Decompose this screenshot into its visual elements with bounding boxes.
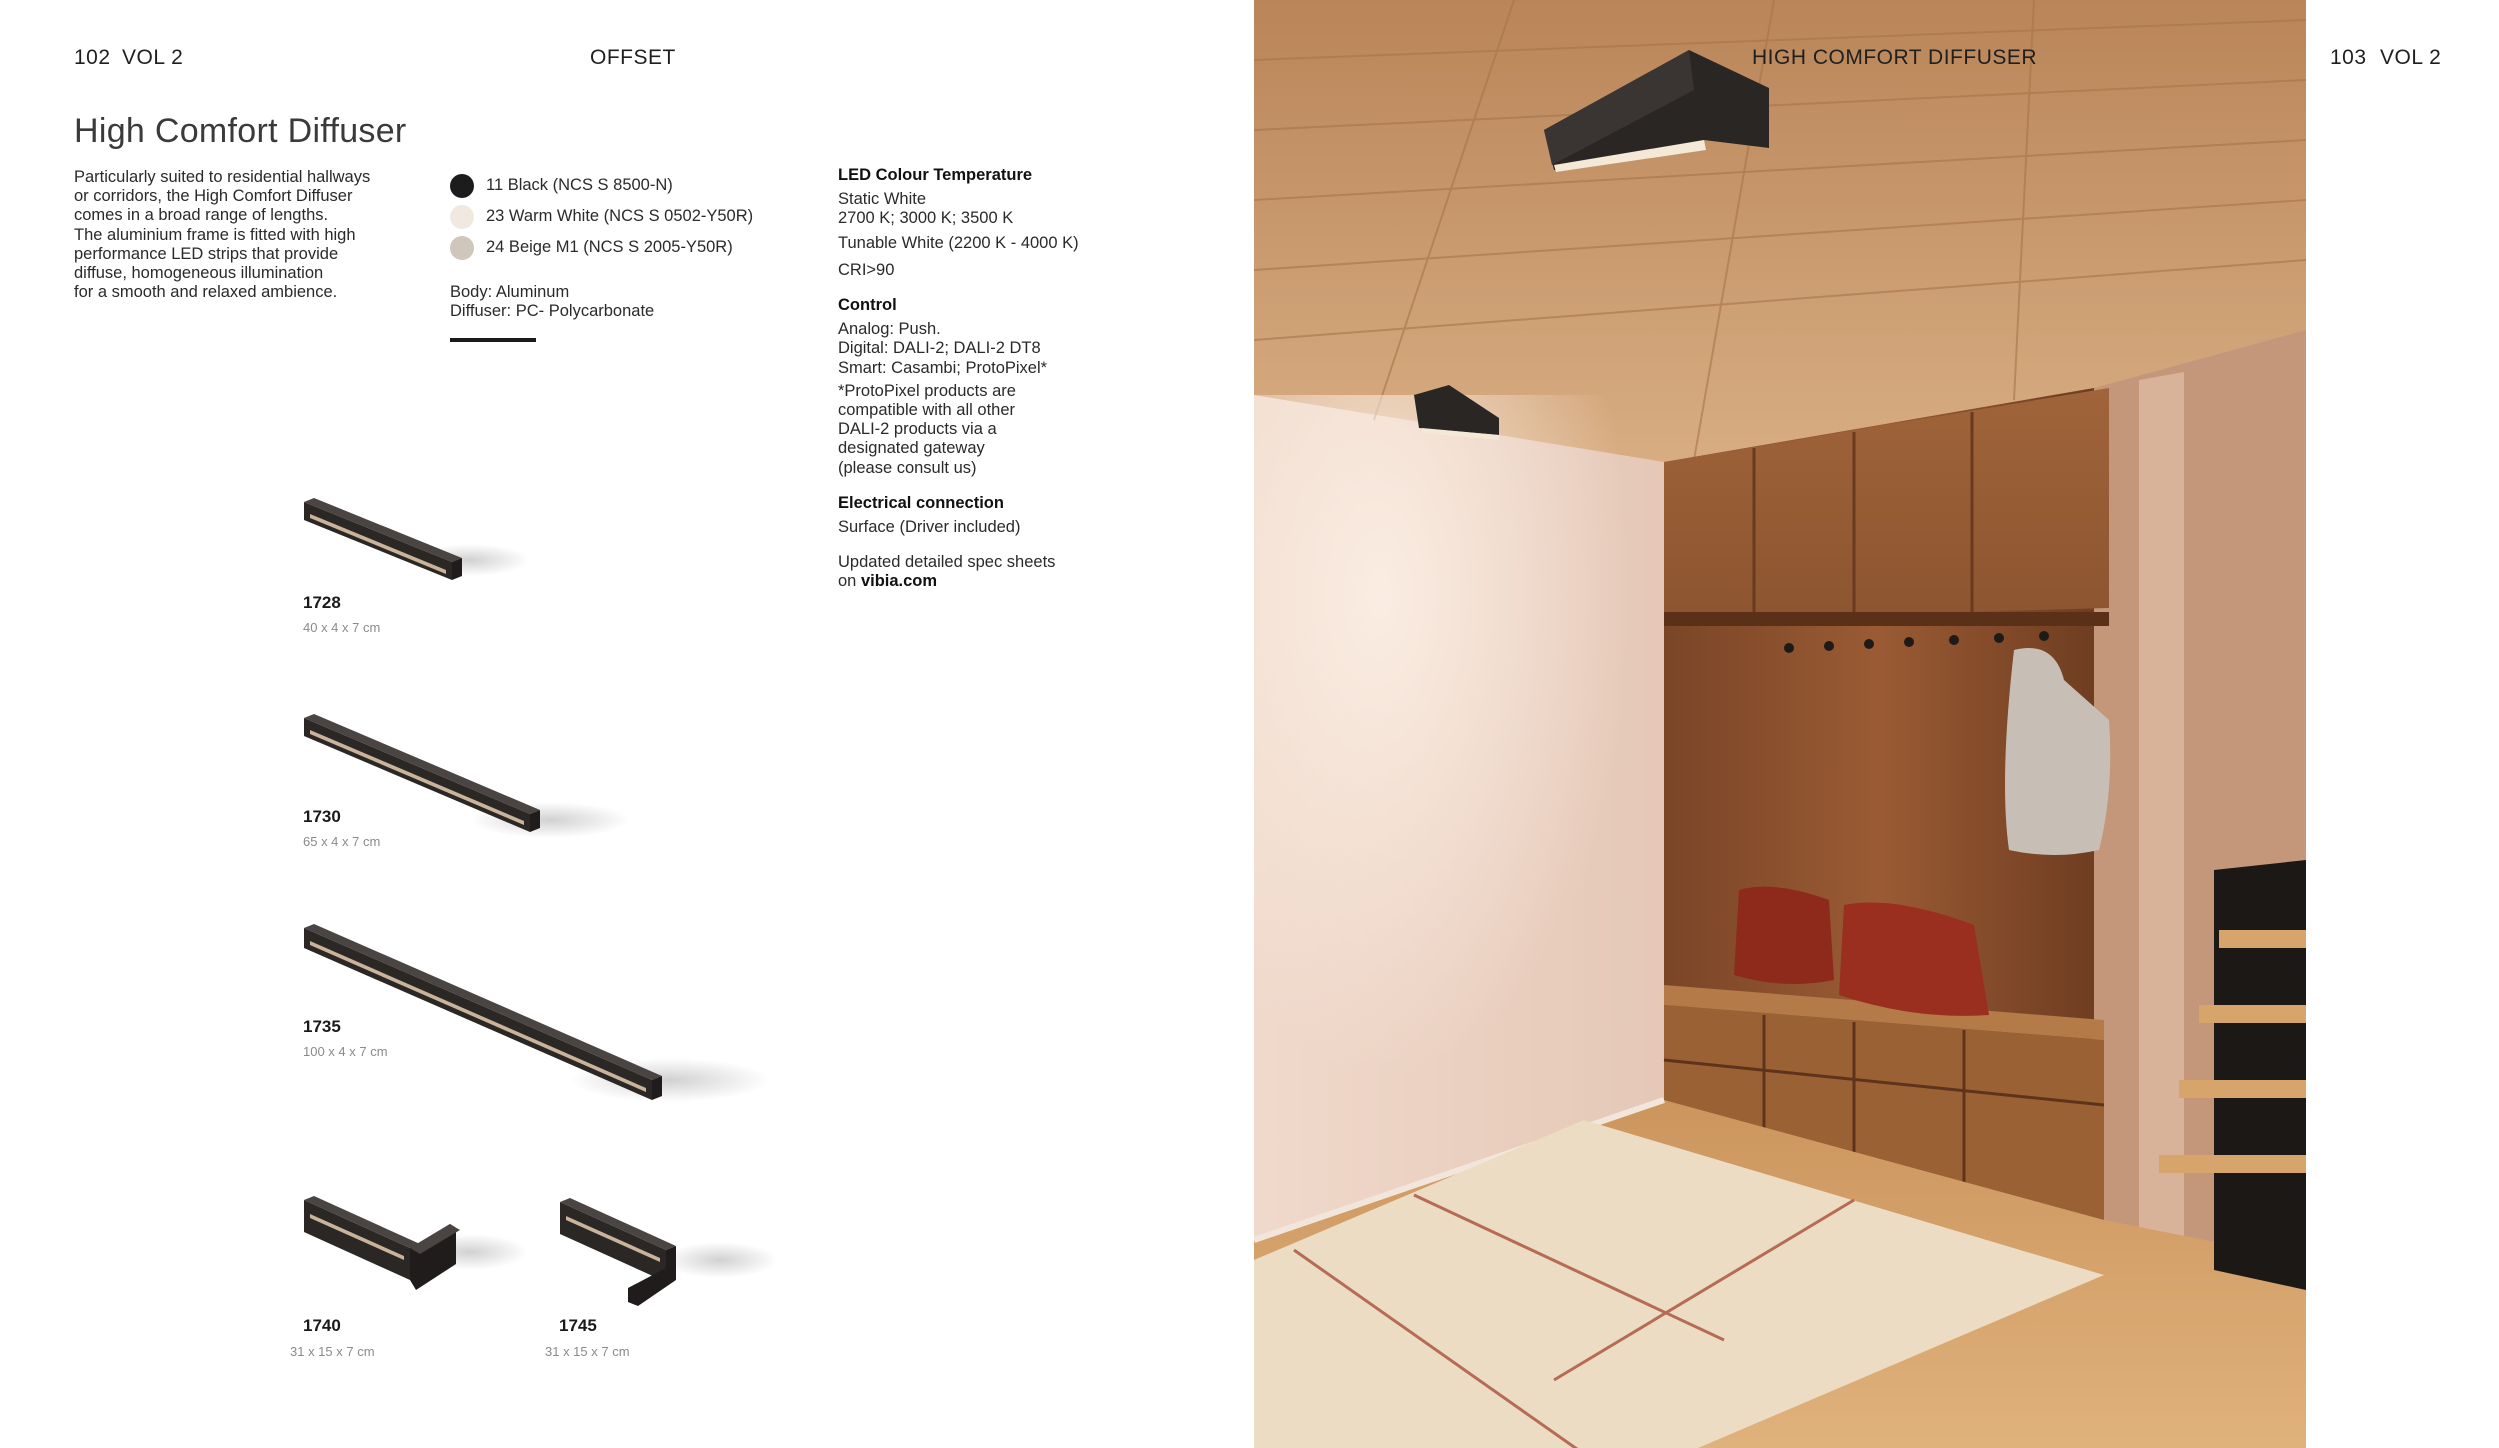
product-dims-1745: 31 x 15 x 7 cm [545, 1344, 630, 1359]
product-illustrations [240, 480, 1000, 1340]
divider-rule [450, 338, 536, 342]
spec-line: Digital: DALI-2; DALI-2 DT8 [838, 339, 1041, 358]
intro-line: Particularly suited to residential hallways [74, 168, 371, 186]
spec-heading-electrical: Electrical connection [838, 493, 1004, 512]
spec-note-line: designated gateway [838, 439, 985, 458]
intro-line: comes in a broad range of lengths. [74, 206, 329, 225]
finish-list [450, 170, 810, 263]
spec-link-prefix: on [838, 572, 861, 591]
spec-note-line: (please consult us) [838, 458, 977, 477]
spec-led [838, 166, 1138, 280]
material-diffuser: Diffuser: PC- Polycarbonate [450, 302, 655, 321]
cushion-left [1734, 887, 1834, 984]
product-1745-image [560, 1198, 778, 1306]
vibia-link[interactable]: vibia.com [860, 572, 938, 591]
finish-item-warm-white [450, 201, 810, 232]
spec-line-tunable: Tunable White (2200 K - 4000 K) [838, 233, 1079, 252]
right-page-title: HIGH COMFORT DIFFUSER [1752, 46, 2038, 69]
intro-line: for a smooth and relaxed ambience. [74, 283, 338, 302]
product-code-1735: 1735 [303, 1017, 341, 1036]
materials [450, 283, 654, 321]
spec-control [838, 296, 1138, 478]
swatch-beige-icon [450, 236, 474, 260]
product-code-1740: 1740 [303, 1316, 341, 1335]
product-1728-image [304, 498, 530, 580]
product-code-1745: 1745 [559, 1316, 597, 1335]
spec-line: Surface (Driver included) [838, 518, 1021, 537]
intro-line: or corridors, the High Comfort Diffuser [74, 187, 353, 206]
spec-line-cri: CRI>90 [838, 260, 895, 279]
spec-note-line: *ProtoPixel products are [838, 381, 1016, 400]
product-dims-1730: 65 x 4 x 7 cm [303, 834, 381, 849]
swatch-warm-white-icon [450, 205, 474, 229]
material-body: Body: Aluminum [450, 283, 570, 301]
spec-note-line: compatible with all other [838, 401, 1016, 420]
product-code-1730: 1730 [303, 807, 341, 826]
right-volume: VOL 2 [2380, 46, 2442, 69]
page-title: High Comfort Diffuser [74, 112, 407, 150]
spec-note-line: DALI-2 products via a [838, 420, 997, 439]
product-dims-1735: 100 x 4 x 7 cm [303, 1044, 388, 1059]
spec-line: Analog: Push. [838, 320, 941, 339]
finish-label: 11 Black (NCS S 8500-N) [486, 176, 673, 194]
product-1735-image [304, 924, 770, 1102]
collection-name: OFFSET [590, 46, 676, 69]
spec-line: Smart: Casambi; ProtoPixel* [838, 358, 1048, 377]
product-1730-image [304, 714, 630, 838]
spec-line: Updated detailed spec sheets [838, 553, 1056, 572]
product-1740-image [304, 1196, 528, 1290]
swatch-black-icon [450, 174, 474, 198]
product-code-1728: 1728 [303, 593, 341, 612]
intro-line: diffuse, homogeneous illumination [74, 264, 324, 283]
product-dims-1728: 40 x 4 x 7 cm [303, 620, 381, 635]
left-page-number: 102 [74, 46, 111, 69]
intro-line: The aluminium frame is fitted with high [74, 225, 356, 244]
spec-heading-led: LED Colour Temperature [838, 166, 1033, 184]
finish-label: 23 Warm White (NCS S 0502-Y50R) [486, 207, 754, 225]
spec-line: 2700 K; 3000 K; 3500 K [838, 209, 1014, 228]
finish-item-black [450, 170, 810, 201]
spec-heading-control: Control [838, 296, 897, 315]
product-dims-1740: 31 x 15 x 7 cm [290, 1344, 375, 1359]
right-page-number: 103 [2330, 46, 2367, 69]
interior-photo [1254, 0, 2306, 1448]
finish-label: 24 Beige M1 (NCS S 2005-Y50R) [486, 238, 733, 256]
spec-line: Static White [838, 190, 927, 209]
left-volume: VOL 2 [122, 46, 184, 69]
finish-item-beige [450, 232, 810, 263]
intro-line: performance LED strips that provide [74, 244, 339, 263]
intro-paragraph [74, 168, 414, 302]
